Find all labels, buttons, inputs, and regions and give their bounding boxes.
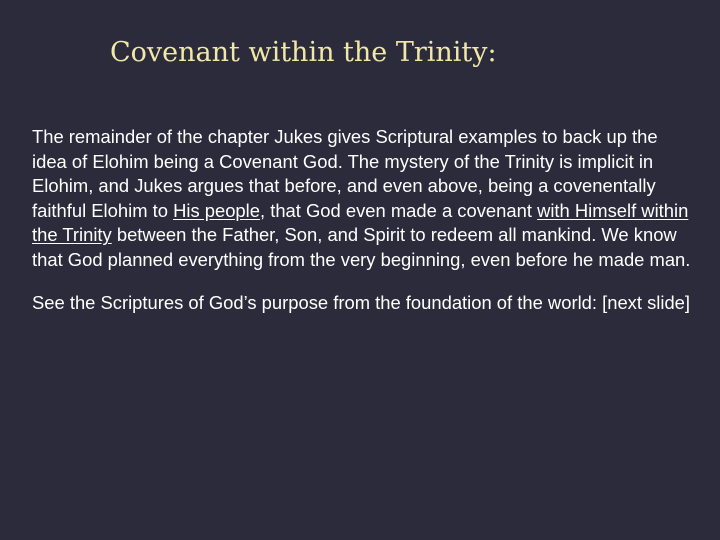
body-paragraph-2: See the Scriptures of God’s purpose from the foundation of the world: [next slide]	[32, 291, 691, 313]
his-people-link[interactable]: His people	[173, 199, 260, 221]
body-paragraph-1	[32, 125, 692, 273]
trinity-covenant-link[interactable]: with Himself within the Trinity	[32, 199, 689, 246]
paragraph-1-text-c: between the Father, Son, and Spirit to redeem all mankind. We know that God planned everything from the very beginning, even before he made man.	[32, 224, 691, 270]
paragraph-1-text-a: The remainder of the chapter Jukes gives Scriptural examples to back up the idea of Elohim being a Covenant God. The mystery of the Trinity is implicit in Elohim, and Jukes argues that before, and even above, being a covenentally faithful Elohim to	[32, 126, 658, 221]
slide-body	[32, 125, 692, 315]
paragraph-1-text-b: , that God even made a covenant	[259, 199, 538, 221]
slide-title: Covenant within the Trinity:	[110, 37, 497, 68]
